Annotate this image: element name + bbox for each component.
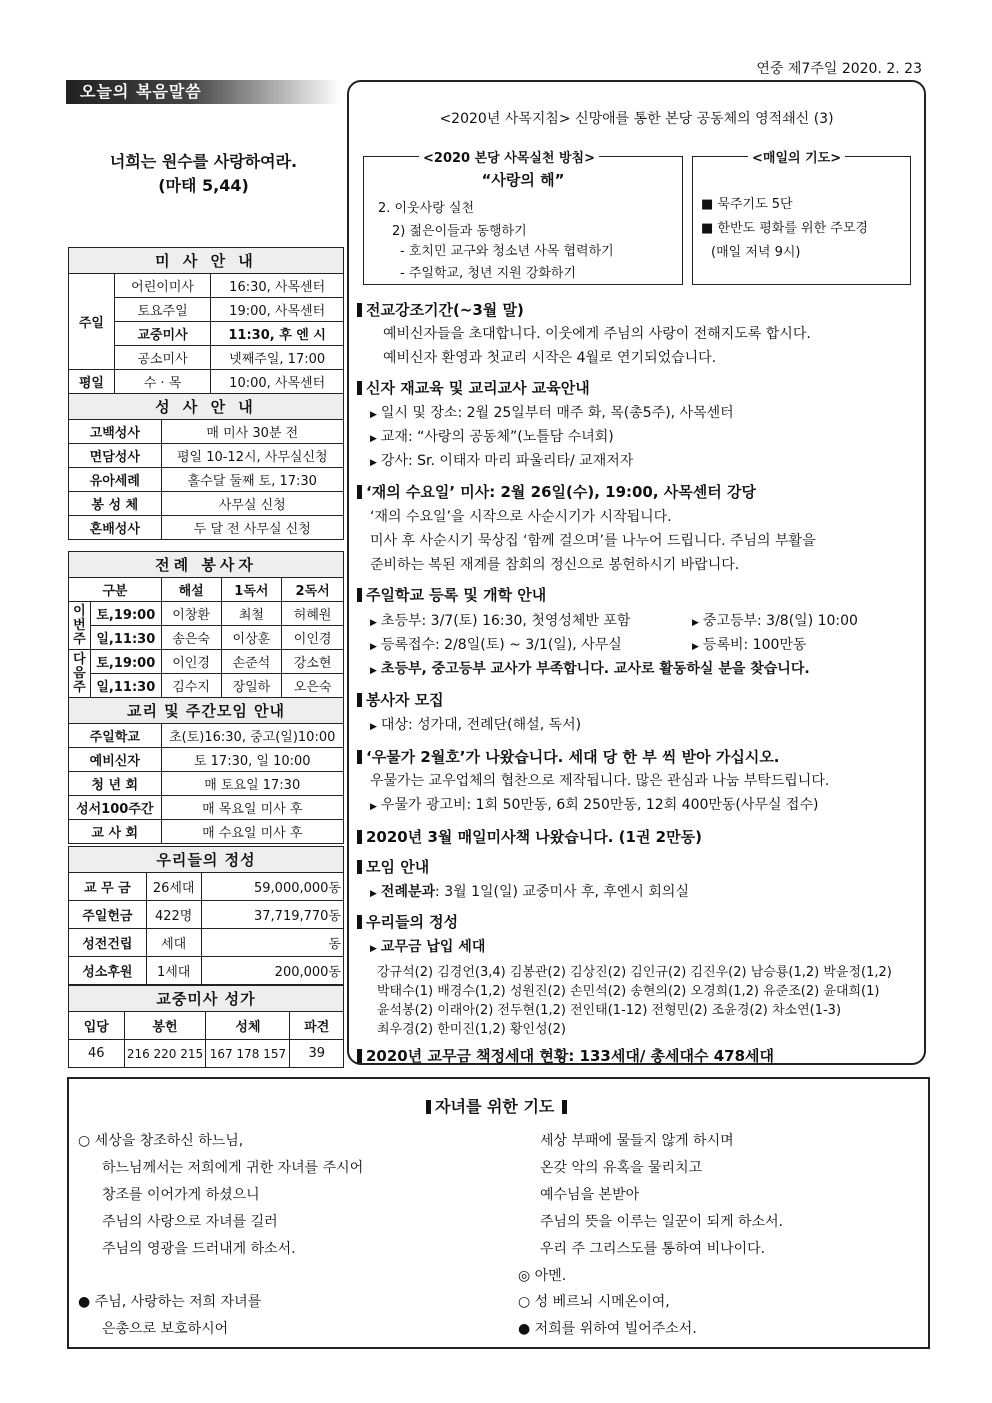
hymn-number: 167 178 157 (206, 1040, 290, 1068)
servers-table (68, 551, 344, 698)
section-households: 2020년 교무금 책정세대 현황: 133세대/ 총세대수 478세대 (357, 1045, 774, 1066)
offering-name: 주일헌금 (69, 901, 147, 929)
daily-prayer-legend: <매일의 기도> (748, 147, 845, 166)
mass-time: 16:30, 사목센터 (211, 274, 344, 298)
servers-title: 전례 봉사자 (69, 552, 344, 578)
prayer-line: ○ 세상을 창조하신 하느님, (78, 1133, 244, 1149)
offering-name: 성소후원 (69, 957, 147, 985)
hymn-header: 입당 (69, 1012, 125, 1040)
hymn-header: 봉헌 (124, 1012, 206, 1040)
weekday-label: 평일 (69, 370, 115, 394)
prayer-title: 자녀를 위한 기도 (67, 1094, 930, 1117)
section-text: ▶ 초등부, 중고등부 교사가 부족합니다. 교사로 활동하실 분을 찾습니다. (370, 661, 810, 677)
section-meetings: 모임 안내 (357, 856, 429, 877)
offering-count: 1세대 (146, 957, 201, 985)
offering-name: 교 무 금 (69, 873, 147, 901)
mass-name: 토요주일 (114, 298, 211, 322)
offering-amount: 37,719,770동 (201, 901, 343, 929)
sacrament-value: 매 미사 30분 전 (161, 420, 343, 444)
section-ash-wednesday: ‘재의 수요일’ 미사: 2월 26일(수), 19:00, 사목센터 강당 (357, 481, 756, 502)
section-education: 신자 재교육 및 교리교사 교육안내 (357, 377, 590, 398)
sacrament-name: 고백성사 (69, 420, 162, 444)
bulletin-date: 연중 제7주일 2020. 2. 23 (756, 61, 922, 77)
offering-amount: 59,000,000동 (201, 873, 343, 901)
mass-name: 공소미사 (114, 346, 211, 370)
meeting-value: 매 토요일 17:30 (161, 772, 343, 796)
section-text: ▶ 교재: “사랑의 공동체”(노틀담 수녀회) (370, 429, 614, 445)
section-text: ▶ 대상: 성가대, 전례단(해설, 독서) (370, 717, 582, 733)
meeting-value: 초(토)16:30, 중고(일)10:00 (161, 724, 343, 748)
donor-names: 최우경(2) 한미진(1,2) 황인성(2) (377, 1022, 566, 1037)
offering-count: 422명 (146, 901, 201, 929)
policy-subtitle: “사랑의 해” (481, 171, 565, 189)
this-week-label: 이번주 (69, 602, 91, 650)
mass-time: 19:00, 사목센터 (211, 298, 344, 322)
sacrament-name: 혼배성사 (69, 516, 162, 540)
server-name: 이창환 (161, 602, 221, 626)
gospel-line-2: (마태 5,44) (158, 176, 249, 195)
hymns-table (68, 985, 344, 1068)
offering-count: 세대 (146, 929, 201, 957)
prayer-line: 은총으로 보호하시어 (102, 1321, 229, 1337)
server-name: 장일하 (221, 674, 282, 698)
hymns-title: 교중미사 성가 (69, 986, 344, 1012)
section-text: ▶ 강사: Sr. 이태자 마리 파울리타/ 교재저자 (370, 453, 634, 469)
meeting-value: 매 목요일 미사 후 (161, 796, 343, 820)
prayer-line: ● 저희를 위하여 빌어주소서. (518, 1321, 697, 1337)
prayer-line: 주님의 영광을 드러내게 하소서. (102, 1241, 296, 1257)
meeting-name: 예비신자 (69, 748, 162, 772)
prayer-line: ■ 묵주기도 5단 (701, 197, 793, 212)
offering-title: 우리들의 정성 (69, 847, 344, 873)
sacrament-name: 면담성사 (69, 444, 162, 468)
sunday-label: 주일 (69, 274, 115, 370)
mass-title: 미 사 안 내 (69, 248, 344, 274)
server-name: 이인경 (282, 626, 344, 650)
server-time: 토,19:00 (90, 650, 161, 674)
section-text: ▶ 우물가 광고비: 1회 50만동, 6회 250만동, 12회 400만동(사무실 접수) (370, 797, 819, 813)
info-table (68, 247, 344, 540)
mass-time: 11:30, 후 엔 시 (211, 322, 344, 346)
prayer-line: (매일 저녁 9시) (711, 245, 801, 260)
server-name: 강소현 (282, 650, 344, 674)
meeting-value: 토 17:30, 일 10:00 (161, 748, 343, 772)
server-time: 일,11:30 (90, 626, 161, 650)
offering-amount: 200,000동 (201, 957, 343, 985)
server-name: 손준석 (221, 650, 282, 674)
gospel-line-1: 너희는 원수를 사랑하여라. (109, 152, 298, 171)
servers-header: 2독서 (282, 578, 344, 602)
policy-line: - 주일학교, 청년 지원 강화하기 (400, 266, 577, 281)
pastoral-title: <2020년 사목지침> 신망애를 통한 본당 공동체의 영적쇄신 (3) (439, 111, 834, 127)
section-missal: 2020년 3월 매일미사책 나왔습니다. (1권 2만동) (357, 826, 702, 847)
hymn-number: 46 (69, 1040, 125, 1068)
donor-names: 윤석봉(2) 이래아(2) 전두현(1,2) 전인태(1-12) 전형민(2) 조윤경(2) 차소연(1-3) (377, 1003, 842, 1018)
hymn-number: 216 220 215 (124, 1040, 206, 1068)
server-name: 허혜원 (282, 602, 344, 626)
sacrament-value: 사무실 신청 (161, 492, 343, 516)
mass-time: 10:00, 사목센터 (211, 370, 344, 394)
mass-name: 수 · 목 (114, 370, 211, 394)
server-time: 일,11:30 (90, 674, 161, 698)
gospel-header: 오늘의 복음말씀 (66, 80, 341, 104)
prayer-line: 예수님을 본받아 (540, 1187, 640, 1203)
server-name: 이인경 (161, 650, 221, 674)
offering-amount: 동 (201, 929, 343, 957)
meeting-name: 교 사 회 (69, 820, 162, 844)
section-text: ‘재의 수요일’을 시작으로 사순시기가 시작됩니다. (370, 509, 672, 525)
meeting-name: 성서100주간 (69, 796, 162, 820)
prayer-line: 하느님께서는 저희에게 귀한 자녀를 주시어 (102, 1160, 364, 1176)
servers-header: 1독서 (221, 578, 282, 602)
policy-line: - 호치민 교구와 청소년 사목 협력하기 (400, 244, 614, 259)
prayer-line: ■ 한반도 평화를 위한 주모경 (701, 221, 868, 236)
meetings-title: 교리 및 주간모임 안내 (69, 698, 344, 724)
hymn-header: 성체 (206, 1012, 290, 1040)
prayer-line: 주님의 사랑으로 자녀를 길러 (102, 1214, 278, 1230)
section-text: 예비신자들을 초대합니다. 이웃에게 주님의 사랑이 전해지도록 합시다. (383, 326, 811, 342)
sacrament-value: 평일 10-12시, 사무실신청 (161, 444, 343, 468)
gospel-verse (66, 150, 341, 198)
prayer-line: 주님의 뜻을 이루는 일꾼이 되게 하소서. (540, 1214, 784, 1230)
section-text: ▶ 일시 및 장소: 2월 25일부터 매주 화, 목(총5주), 사목센터 (370, 405, 734, 421)
section-text: 준비하는 복된 재계를 참회의 정신으로 봉헌하시기 바랍니다. (370, 557, 740, 573)
server-time: 토,19:00 (90, 602, 161, 626)
meetings-table (68, 697, 344, 844)
servers-header: 구분 (69, 578, 162, 602)
section-text: ▶ 중고등부: 3/8(일) 10:00 (692, 613, 858, 629)
daily-prayer-box (692, 151, 911, 285)
section-text: ▶ 초등부: 3/7(토) 16:30, 첫영성체반 포함 (370, 613, 631, 629)
server-name: 최철 (221, 602, 282, 626)
prayer-line: ◎ 아멘. (518, 1268, 567, 1284)
offering-table (68, 846, 344, 985)
servers-header: 해설 (161, 578, 221, 602)
offering-count: 26세대 (146, 873, 201, 901)
donor-names: 강규석(2) 김경언(3,4) 김봉관(2) 김상진(2) 김인규(2) 김진우(2) 남승룡(1,2) 박윤정(1,2) (377, 965, 892, 980)
section-text: ▶ 등록접수: 2/8일(토) ~ 3/1(일), 사무실 (370, 637, 622, 653)
sacrament-value: 두 달 전 사무실 신청 (161, 516, 343, 540)
hymn-number: 39 (290, 1040, 344, 1068)
sacrament-title: 성 사 안 내 (69, 394, 344, 420)
prayer-line: ○ 성 베르뇌 시메온이여, (518, 1294, 670, 1310)
section-text: ▶ 교무금 납입 세대 (370, 939, 486, 955)
sacrament-name: 봉 성 체 (69, 492, 162, 516)
prayer-line: 창조를 이어가게 하셨으니 (102, 1187, 260, 1203)
meeting-value: 매 수요일 미사 후 (161, 820, 343, 844)
meeting-name: 청 년 회 (69, 772, 162, 796)
section-offering: 우리들의 정성 (357, 911, 458, 932)
section-volunteers: 봉사자 모집 (357, 689, 444, 710)
mass-name: 어린이미사 (114, 274, 211, 298)
section-evangelization: 전교강조기간(~3월 말) (357, 299, 524, 320)
policy-box (363, 151, 683, 285)
next-week-label: 다음주 (69, 650, 91, 698)
mass-time: 넷째주일, 17:00 (211, 346, 344, 370)
policy-line: 2. 이웃사랑 실천 (378, 201, 475, 216)
prayer-line: 세상 부패에 물들지 않게 하시며 (540, 1133, 734, 1149)
section-text: 우물가는 교우업체의 협찬으로 제작됩니다. 많은 관심과 나눔 부탁드립니다. (370, 773, 830, 789)
offering-name: 성전건립 (69, 929, 147, 957)
section-magazine: ‘우물가 2월호’가 나왔습니다. 세대 당 한 부 씩 받아 가십시오. (357, 746, 780, 767)
section-text: ▶ 등록비: 100만동 (692, 637, 807, 653)
server-name: 오은숙 (282, 674, 344, 698)
server-name: 송은숙 (161, 626, 221, 650)
meeting-name: 주일학교 (69, 724, 162, 748)
mass-name: 교중미사 (114, 322, 211, 346)
hymn-header: 파견 (290, 1012, 344, 1040)
donor-names: 박태수(1) 배경수(1,2) 성원진(2) 손민석(2) 송현의(2) 오경희(1,2) 유준조(2) 윤대희(1) (377, 984, 880, 999)
prayer-line: ● 주님, 사랑하는 저희 자녀를 (78, 1294, 262, 1310)
prayer-line: 온갖 악의 유혹을 물리치고 (540, 1160, 703, 1176)
server-name: 이상훈 (221, 626, 282, 650)
prayer-line: 우리 주 그리스도를 통하여 비나이다. (540, 1241, 766, 1257)
policy-line: 2) 젊은이들과 동행하기 (392, 224, 527, 239)
section-text: 미사 후 사순시기 묵상집 ‘함께 걸으며’를 나누어 드립니다. 주님의 부활을 (370, 533, 816, 549)
policy-legend: <2020 본당 사목실천 방침> (419, 147, 599, 166)
section-sunday-school: 주일학교 등록 및 개학 안내 (357, 584, 546, 605)
sacrament-value: 홀수달 둘째 토, 17:30 (161, 468, 343, 492)
server-name: 김수지 (161, 674, 221, 698)
section-text: ▶ 전례분과: 3월 1일(일) 교중미사 후, 후엔시 회의실 (370, 884, 689, 900)
section-text: 예비신자 환영과 첫교리 시작은 4월로 연기되었습니다. (383, 350, 717, 366)
sacrament-name: 유아세례 (69, 468, 162, 492)
